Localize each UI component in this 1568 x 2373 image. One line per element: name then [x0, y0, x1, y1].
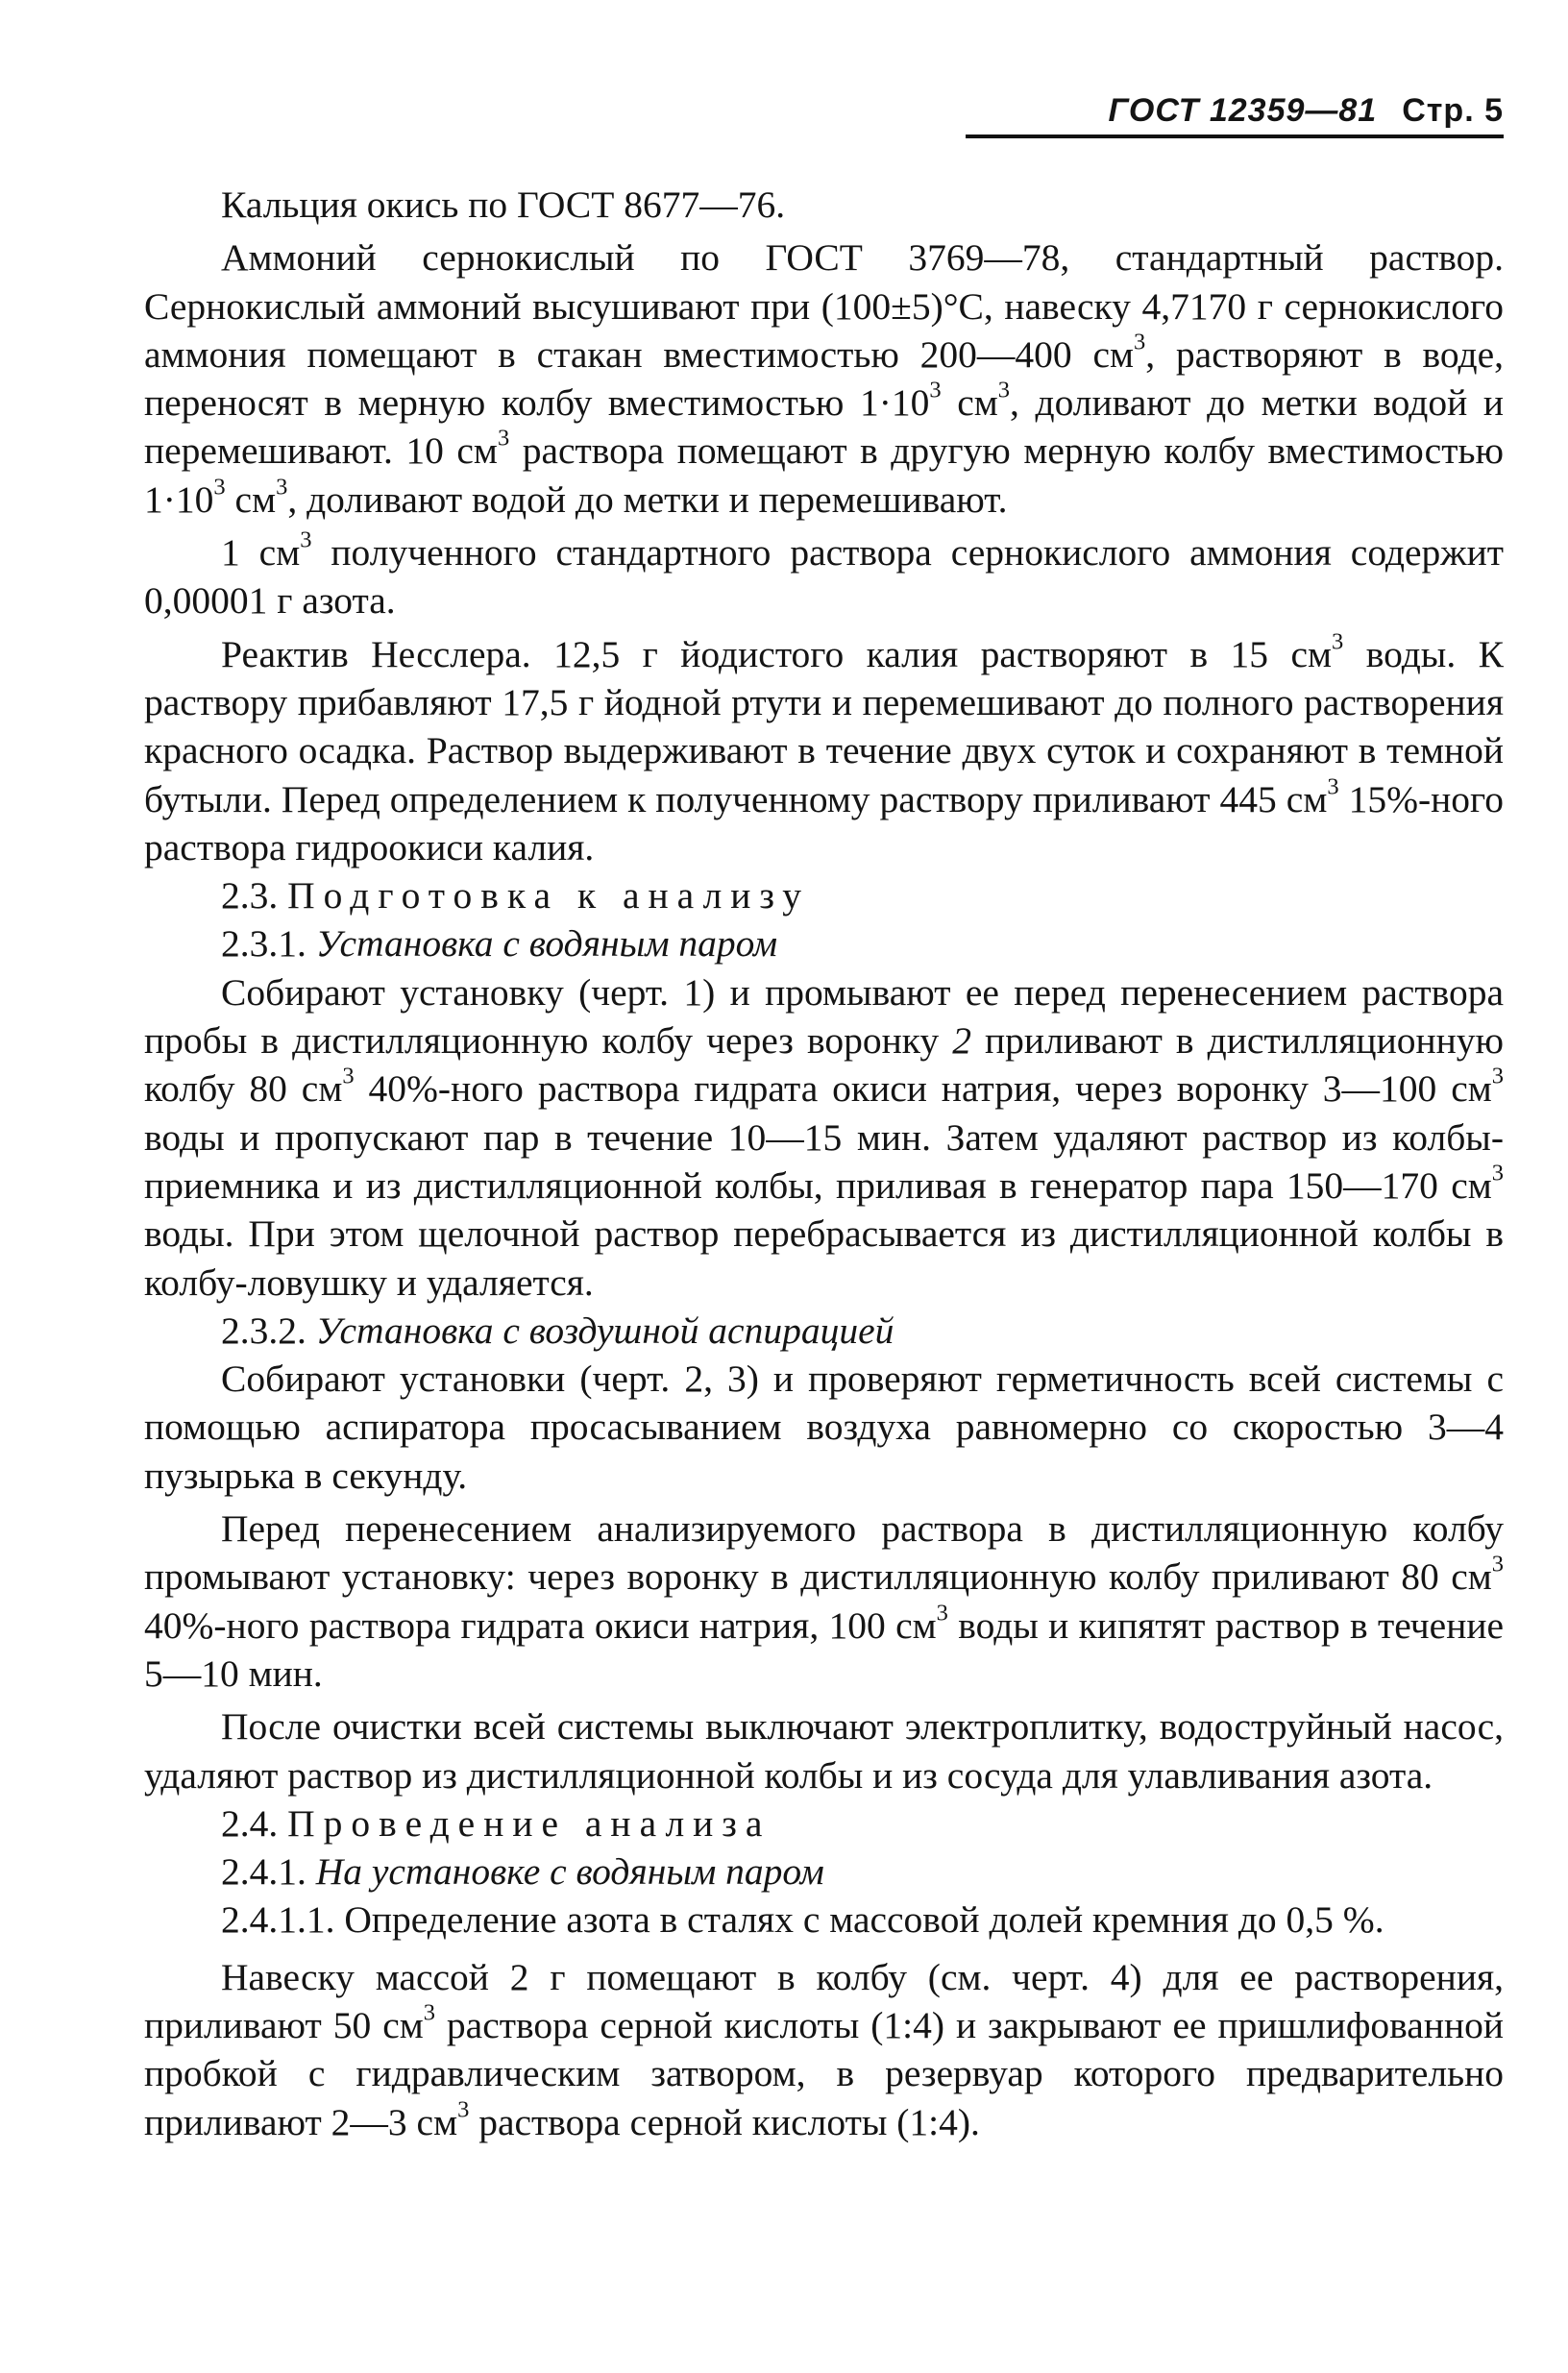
paragraph-ammonium-sulfate: Аммоний сернокислый по ГОСТ 3769—78, стандартный раствор. Сернокислый аммоний высушивают при (100±5)°С, навеску 4,7170 г сернокислого аммония помещают в стакан вместимостью 200—400 $см^3$, растворяют в воде, переносят в мерную колбу вместимостью $1\cdot 10^3$ $см^3$, доливают до метки водой и перемешивают. 10 $см^3$ раствора помещают в другую мерную колбу вместимостью $1\cdot 10^3$ $см^3$, доливают водой до метки и перемешивают.	[144, 236, 1504, 521]
page-number: Стр. 5	[1402, 92, 1504, 129]
section-heading-2-3: 2.3. Подготовка к анализу	[221, 874, 810, 917]
paragraph-2-4-1-1: 2.4.1.1. Определение азота в сталях с массовой долей кремния до 0,5 %.	[221, 1898, 1384, 1942]
subsection-heading-2-3-2: 2.3.2. Установка с воздушной аспирацией	[221, 1309, 894, 1352]
paragraph-calcium-oxide: Кальция окись по ГОСТ 8677—76.	[221, 183, 786, 226]
page-header	[966, 92, 1504, 138]
section-heading-2-4: 2.4. Проведение анализа	[221, 1801, 772, 1845]
subsection-heading-2-4-1: 2.4.1. На установке с водяным паром	[221, 1850, 824, 1894]
paragraph-sample-dissolution: Навеску массой 2 г помещают в колбу (см. черт. 4) для ее растворения, приливают 50 $см^3$ раствора серной кислоты (1:4) и закрывают ее пришлифованной пробкой с гидравлическим затвором, в резервуар которого предварительно приливают 2—3 $см^3$ раствора серной кислоты (1:4).	[144, 1955, 1504, 2143]
paragraph-cleaning: После очистки всей системы выключают электроплитку, водоструйный насос, удаляют раствор из дистилляционной колбы и из сосуда для улавливания азота.	[144, 1705, 1504, 1797]
paragraph-nessler-reagent: Реактив Несслера. 12,5 г йодистого калия растворяют в 15 $см^3$ воды. К раствору прибавляют 17,5 г йодной ртути и перемешивают до полного растворения красного осадка. Раствор выдерживают в течение двух суток и сохраняют в темной бутыли. Перед определением к полученному раствору приливают 445 $см^3$ 15%-ного раствора гидроокиси калия.	[144, 628, 1504, 868]
paragraph-standard-solution: 1 $см^3$ полученного стандартного раствора сернокислого аммония содержит 0,00001 г азота.	[144, 526, 1505, 623]
body-text	[144, 181, 1504, 2146]
paragraph-steam-setup: Собирают установку (черт. 1) и промывают ее перед перенесением раствора пробы в дистилляционную колбу через воронку 2 приливают в дистилляционную колбу 80 $см^3$ 40%-ного раствора гидрата окиси натрия, через воронку 3—100 $см^3$ воды и пропускают пар в течение 10—15 мин. Затем удаляют раствор из колбы-приемника и из дистилляционной колбы, приливая в генератор пара 150—170 $см^3$ воды. При этом щелочной раствор перебрасывается из дистилляционной колбы в колбу-ловушку и удаляется.	[144, 970, 1504, 1304]
paragraph-air-aspiration: Собирают установки (черт. 2, 3) и проверяют герметичность всей системы с помощью аспиратора просасыванием воздуха равномерно со скоростью 3—4 пузырька в секунду.	[144, 1358, 1504, 1497]
paragraph-rinsing: Перед перенесением анализируемого раствора в дистилляционную колбу промывают установку: через воронку в дистилляционную колбу приливают 80 $см^3$ 40%-ного раствора гидрата окиси натрия, 100 $см^3$ воды и кипятят раствор в течение 5—10 мин.	[144, 1507, 1504, 1695]
subsection-heading-2-3-1: 2.3.1. Установка с водяным паром	[221, 922, 778, 966]
standard-number: ГОСТ 12359—81	[1108, 92, 1378, 129]
